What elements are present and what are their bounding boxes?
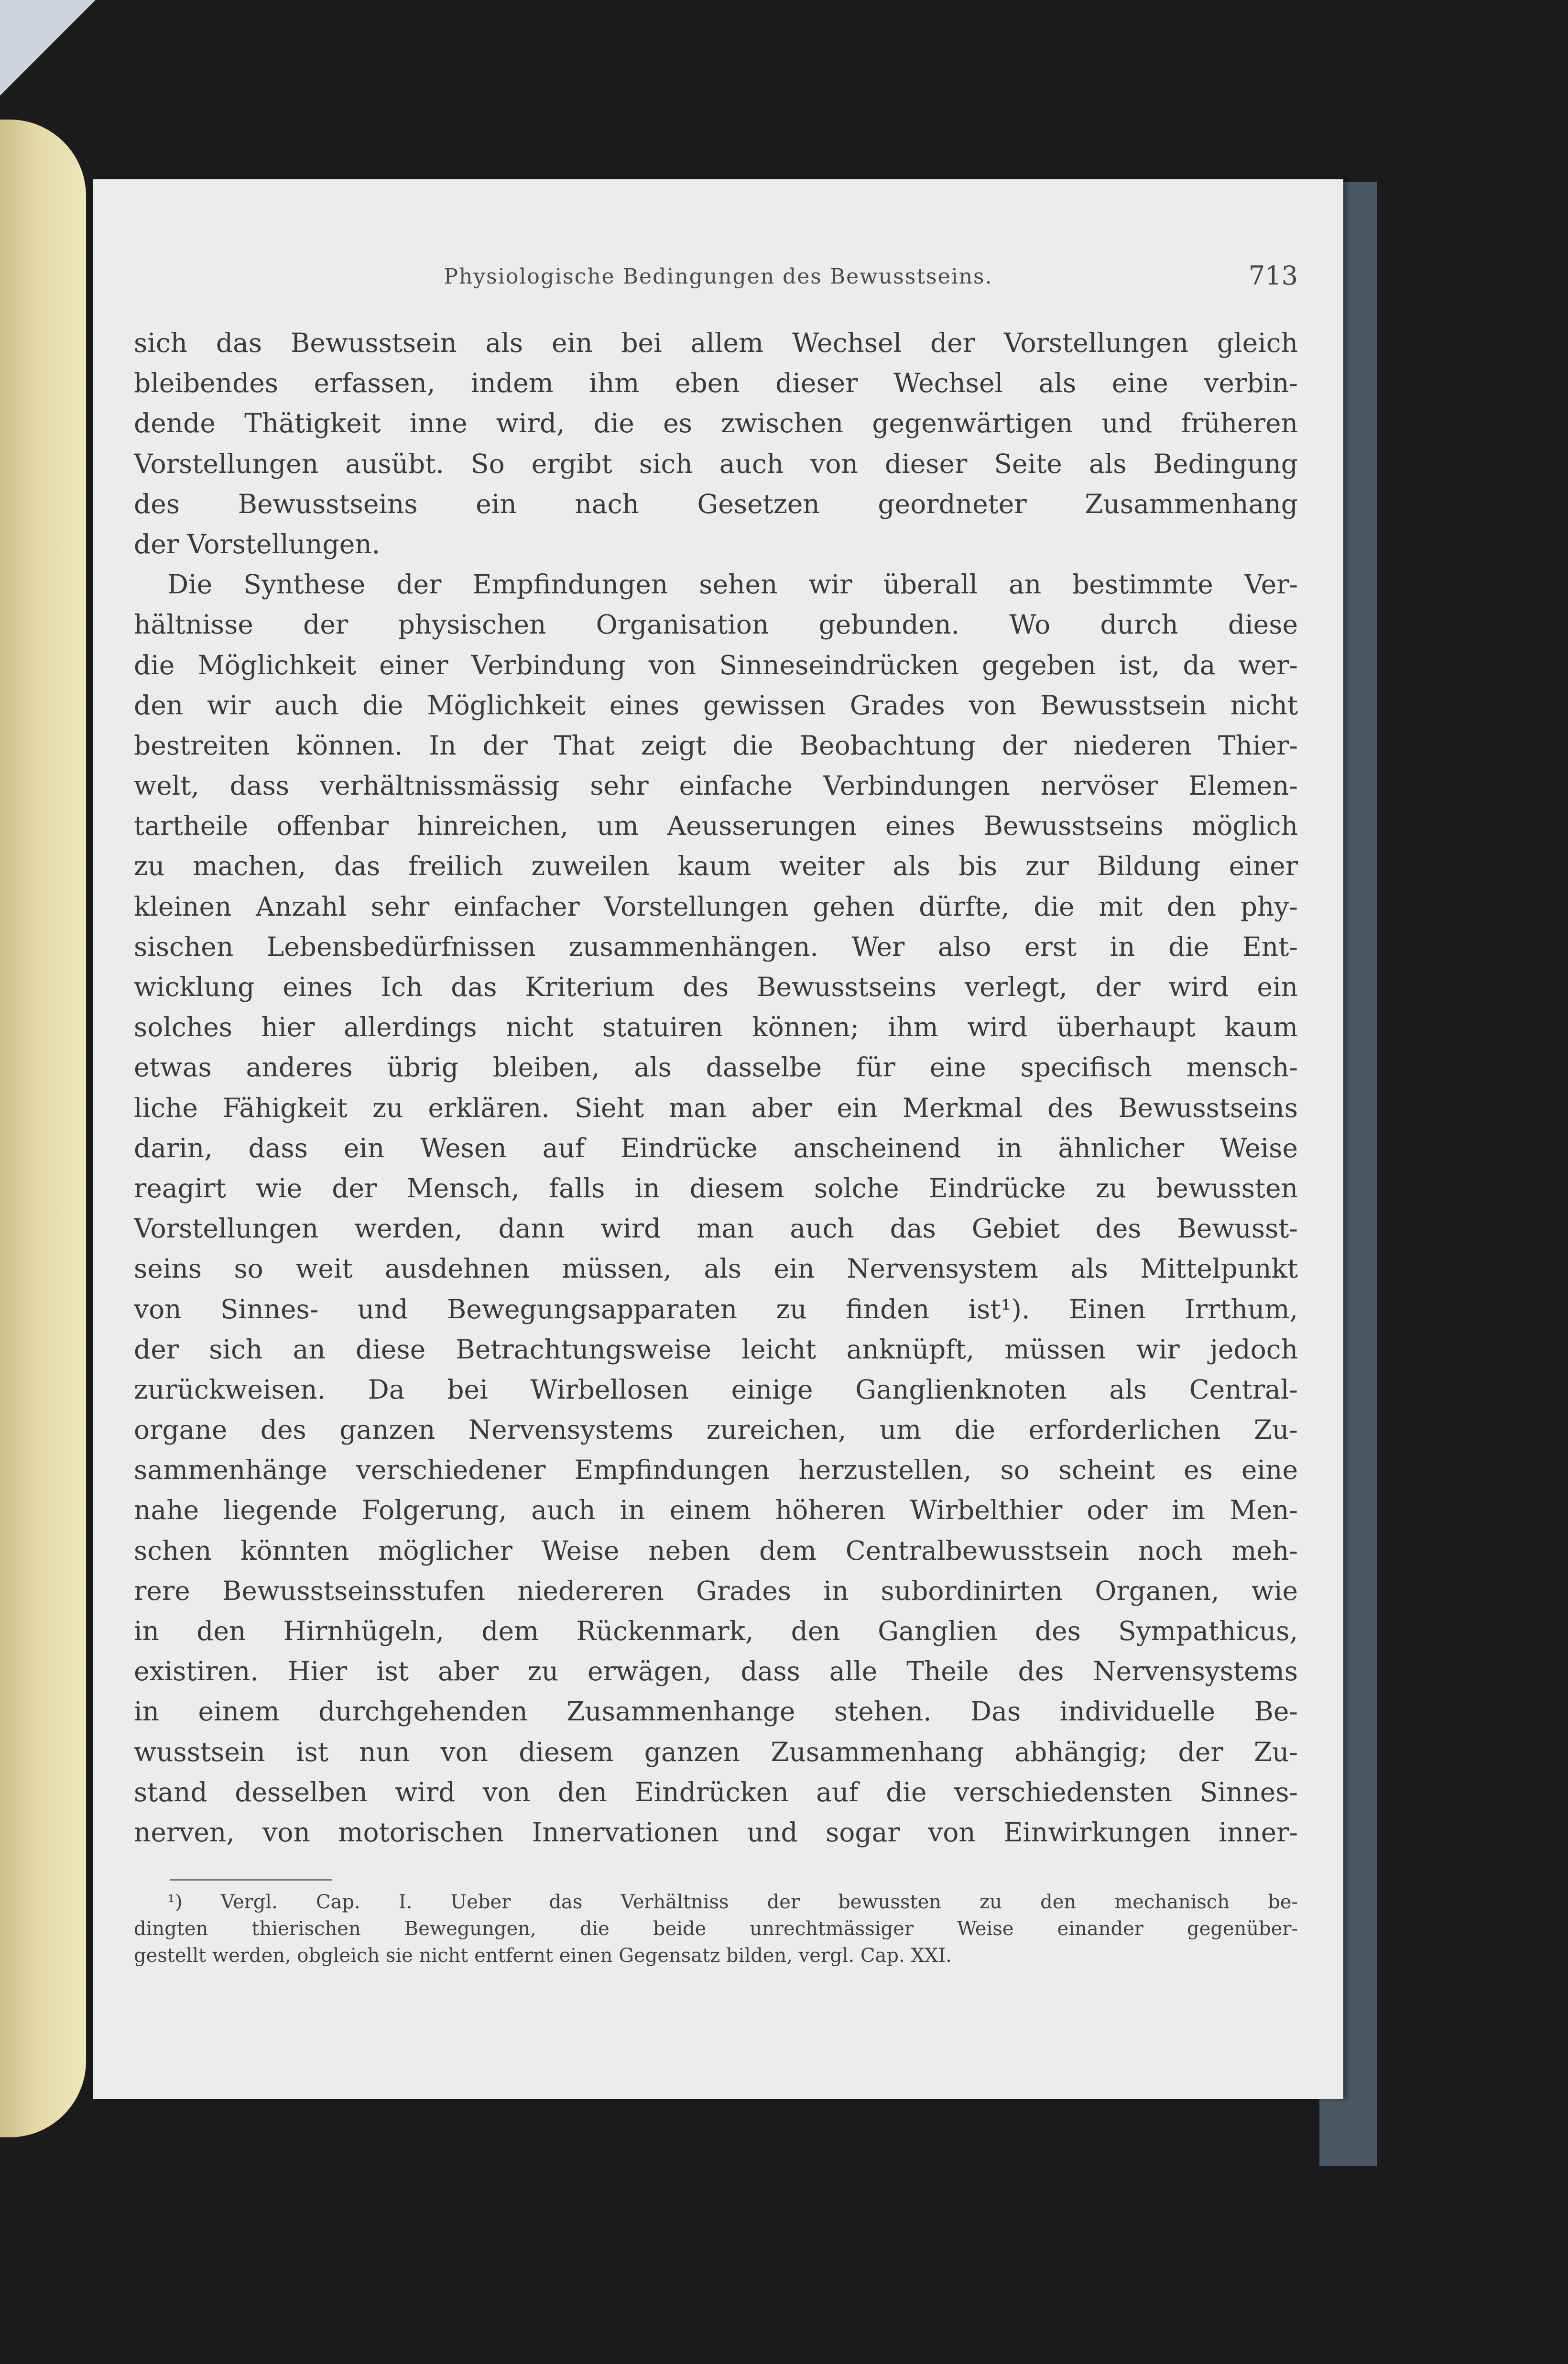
- footnote-rule: [170, 1879, 332, 1881]
- book-page: [93, 179, 1343, 2099]
- paper-corner: [0, 0, 96, 96]
- text-line: von Sinnes- und Bewegungsapparaten zu finden ist¹). Einen Irrthum,: [134, 1293, 1298, 1324]
- footnotes: [134, 1889, 1298, 1969]
- previous-page-edge: [0, 120, 86, 2137]
- text-line: bleibendes erfassen, indem ihm eben dieser Wechsel als eine verbin-: [134, 368, 1298, 399]
- text-line: der sich an diese Betrachtungsweise leicht anknüpft, müssen wir jedoch: [134, 1334, 1298, 1365]
- text-line: wusstsein ist nun von diesem ganzen Zusammenhang abhängig; der Zu-: [134, 1736, 1298, 1767]
- text-line: die Möglichkeit einer Verbindung von Sinneseindrücken gegeben ist, da wer-: [134, 649, 1298, 680]
- footnote-line: gestellt werden, obgleich sie nicht entfernt einen Gegensatz bilden, vergl. Cap. XXI.: [134, 1945, 952, 1967]
- text-line: der Vorstellungen.: [134, 528, 381, 559]
- running-head: Physiologische Bedingungen des Bewusstseins.: [444, 264, 993, 289]
- text-line: organe des ganzen Nervensystems zureichen, um die erforderlichen Zu-: [134, 1414, 1298, 1445]
- text-line: nahe liegende Folgerung, auch in einem höheren Wirbelthier oder im Men-: [134, 1495, 1298, 1526]
- text-line: existiren. Hier ist aber zu erwägen, dass alle Theile des Nervensystems: [134, 1656, 1298, 1687]
- text-line: liche Fähigkeit zu erklären. Sieht man aber ein Merkmal des Bewusstseins: [134, 1092, 1298, 1123]
- text-line: darin, dass ein Wesen auf Eindrücke anscheinend in ähnlicher Weise: [134, 1132, 1298, 1163]
- text-line: den wir auch die Möglichkeit eines gewissen Grades von Bewusstsein nicht: [134, 690, 1298, 721]
- text-line: kleinen Anzahl sehr einfacher Vorstellungen gehen dürfte, die mit den phy-: [134, 891, 1298, 922]
- text-line: stand desselben wird von den Eindrücken auf die verschiedensten Sinnes-: [134, 1776, 1298, 1807]
- text-line: in einem durchgehenden Zusammenhange stehen. Das individuelle Be-: [134, 1696, 1298, 1727]
- text-line: hältnisse der physischen Organisation gebunden. Wo durch diese: [134, 609, 1298, 640]
- text-line: in den Hirnhügeln, dem Rückenmark, den Ganglien des Sympathicus,: [134, 1616, 1298, 1646]
- footnote-line: dingten thierischen Bewegungen, die beide unrechtmässiger Weise einander gegenüber-: [134, 1918, 1298, 1940]
- footnote-line: ¹) Vergl. Cap. I. Ueber das Verhältniss der bewussten zu den mechanisch be-: [167, 1891, 1298, 1913]
- text-line: nerven, von motorischen Innervationen und sogar von Einwirkungen inner-: [134, 1817, 1298, 1848]
- text-line: solches hier allerdings nicht statuiren können; ihm wird überhaupt kaum: [134, 1012, 1298, 1043]
- text-line: seins so weit ausdehnen müssen, als ein Nervensystem als Mittelpunkt: [134, 1253, 1298, 1284]
- text-line: welt, dass verhältnissmässig sehr einfache Verbindungen nervöser Elemen-: [134, 770, 1298, 801]
- text-line: bestreiten können. In der That zeigt die Beobachtung der niederen Thier-: [134, 730, 1298, 761]
- text-line: zurückweisen. Da bei Wirbellosen einige Ganglienknoten als Central-: [134, 1374, 1298, 1405]
- text-line: Vorstellungen ausübt. So ergibt sich auch von dieser Seite als Bedingung: [134, 448, 1298, 479]
- text-line: dende Thätigkeit inne wird, die es zwischen gegenwärtigen und früheren: [134, 408, 1298, 439]
- text-line: wicklung eines Ich das Kriterium des Bewusstseins verlegt, der wird ein: [134, 972, 1298, 1002]
- text-line: sammenhänge verschiedener Empfindungen herzustellen, so scheint es eine: [134, 1455, 1298, 1486]
- text-line: Vorstellungen werden, dann wird man auch das Gebiet des Bewusst-: [134, 1213, 1298, 1244]
- text-line: Die Synthese der Empfindungen sehen wir überall an bestimmte Ver-: [167, 569, 1298, 600]
- text-line: sich das Bewusstsein als ein bei allem Wechsel der Vorstellungen gleich: [134, 328, 1298, 358]
- page-number: 713: [1248, 261, 1298, 291]
- text-line: reagirt wie der Mensch, falls in diesem solche Eindrücke zu bewussten: [134, 1172, 1298, 1204]
- text-line: schen könnten möglicher Weise neben dem Centralbewusstsein noch meh-: [134, 1535, 1298, 1566]
- text-line: zu machen, das freilich zuweilen kaum weiter als bis zur Bildung einer: [134, 851, 1298, 882]
- text-line: etwas anderes übrig bleiben, als dasselbe für eine specifisch mensch-: [134, 1052, 1298, 1083]
- text-line: des Bewusstseins ein nach Gesetzen geordneter Zusammenhang: [134, 488, 1298, 519]
- text-line: rere Bewusstseinsstufen niedereren Grades in subordinirten Organen, wie: [134, 1575, 1298, 1606]
- text-line: tartheile offenbar hinreichen, um Aeusserungen eines Bewusstseins möglich: [134, 810, 1298, 842]
- body-text: [134, 323, 1298, 1852]
- text-line: sischen Lebensbedürfnissen zusammenhängen. Wer also erst in die Ent-: [134, 931, 1298, 962]
